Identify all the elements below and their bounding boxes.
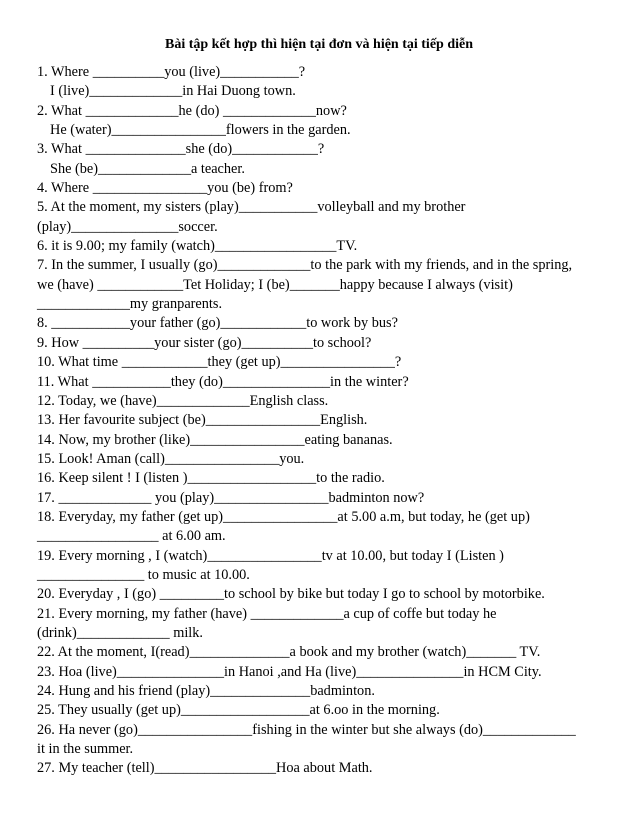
exercise-line: 7. In the summer, I usually (go)_____________to the park with my friends, and in the spring, xyxy=(37,257,573,274)
exercise-line: 25. They usually (get up)__________________at 6.oo in the morning. xyxy=(37,702,440,719)
exercise-line: 3. What ______________she (do)____________? xyxy=(37,141,325,158)
exercise-line: 5. At the moment, my sisters (play)___________volleyball and my brother xyxy=(37,199,466,216)
exercise-line: it in the summer. xyxy=(37,741,134,758)
exercise-line: we (have) ____________Tet Holiday; I (be)_______happy because I always (visit) xyxy=(37,276,513,293)
exercise-line: 11. What ___________they (do)_______________in the winter? xyxy=(37,373,409,390)
exercise-line: _____________my granparents. xyxy=(37,296,223,313)
exercise-line: 24. Hung and his friend (play)______________badminton. xyxy=(37,683,375,699)
exercise-line: 13. Her favourite subject (be)________________English. xyxy=(37,412,368,429)
exercise-line: I (live)_____________in Hai Duong town. xyxy=(50,83,296,100)
exercise-line: 21. Every morning, my father (have) _____________a cup of coffe but today he xyxy=(37,605,497,622)
exercise-line: 9. How __________your sister (go)__________to school? xyxy=(37,334,372,351)
exercise-line: _________________ at 6.00 am. xyxy=(37,528,226,545)
exercise-line: 8. ___________your father (go)____________to work by bus? xyxy=(37,315,398,332)
exercise-line: 16. Keep silent ! I (listen )__________________to the radio. xyxy=(37,470,385,487)
worksheet-title: Bài tập kết hợp thì hiện tại đơn và hiện tại tiếp diễn xyxy=(164,37,473,52)
exercise-line: (drink)_____________ milk. xyxy=(37,624,203,641)
exercise-line: 18. Everyday, my father (get up)________________at 5.00 a.m, but today, he (get up) xyxy=(37,508,530,525)
exercise-line: 22. At the moment, I(read)______________a book and my brother (watch)_______ TV. xyxy=(37,644,541,661)
exercise-list xyxy=(37,63,617,779)
exercise-line: 12. Today, we (have)_____________English class. xyxy=(37,392,329,409)
exercise-line: (play)_______________soccer. xyxy=(37,218,218,235)
exercise-line: 23. Hoa (live)_______________in Hanoi ,and Ha (live)_______________in HCM City. xyxy=(37,663,542,680)
exercise-line: 19. Every morning , I (watch)________________tv at 10.00, but today I (Listen ) xyxy=(37,547,504,564)
exercise-line: 14. Now, my brother (like)________________eating bananas. xyxy=(37,431,393,448)
exercise-line: He (water)________________flowers in the garden. xyxy=(50,122,351,139)
exercise-line: 20. Everyday , I (go) _________to school by bike but today I go to school by motorbike. xyxy=(37,586,545,603)
exercise-line: 10. What time ____________they (get up)________________? xyxy=(37,354,402,371)
exercise-line: 27. My teacher (tell)_________________Hoa about Math. xyxy=(37,760,373,777)
exercise-line: She (be)_____________a teacher. xyxy=(50,160,245,177)
exercise-line: 4. Where ________________you (be) from? xyxy=(37,180,293,197)
exercise-line: 1. Where __________you (live)___________? xyxy=(37,64,306,80)
exercise-line: 2. What _____________he (do) _____________now? xyxy=(37,102,347,119)
exercise-line: 26. Ha never (go)________________fishing in the winter but she always (do)_____________ xyxy=(37,721,576,738)
exercise-line: 6. it is 9.00; my family (watch)_________________TV. xyxy=(37,238,358,255)
exercise-line: 17. _____________ you (play)________________badminton now? xyxy=(37,489,425,506)
exercise-line: 15. Look! Aman (call)________________you. xyxy=(37,450,305,467)
exercise-line: _______________ to music at 10.00. xyxy=(37,566,250,583)
